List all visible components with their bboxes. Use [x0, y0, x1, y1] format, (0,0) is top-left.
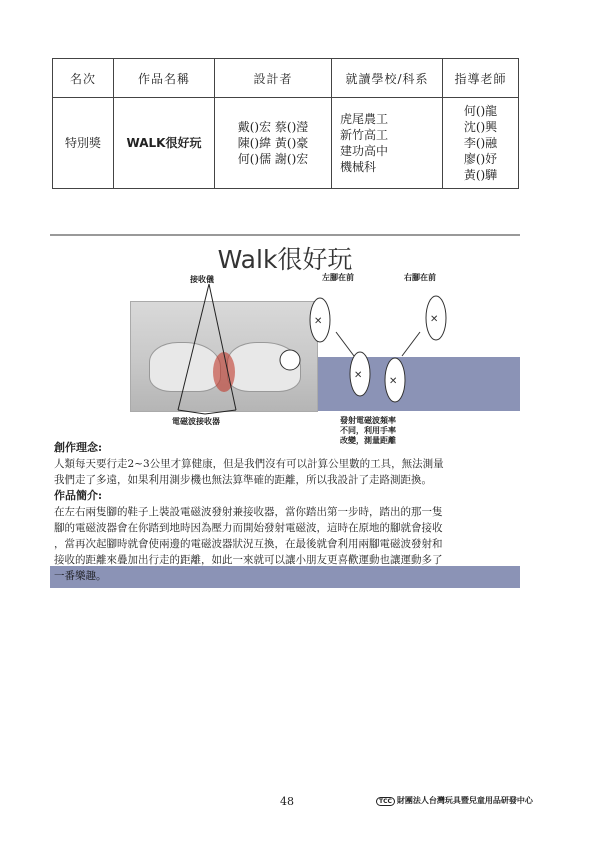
label-receiver: 接收儀 — [190, 275, 214, 284]
advisor-line: 黃()驊 — [463, 168, 498, 182]
label-emit-line: 改變，測量距離 — [340, 436, 396, 445]
label-emit-line: 不同，利用手率 — [340, 426, 396, 435]
school-line: 機械科 — [340, 160, 377, 174]
pointer-line — [178, 410, 205, 414]
footprint-right-icon — [426, 296, 446, 340]
svg-text:✕: ✕ — [314, 316, 323, 327]
designer-line: 陳()緯 黃()豪 — [237, 136, 309, 150]
footprint-left-icon — [310, 298, 330, 342]
awards-table — [52, 58, 519, 189]
label-right-front: 右腳在前 — [404, 273, 436, 282]
concept-line: 人類每天要行走2~3公里才算健康，但是我們沒有可以計算公里數的工具，無法測量 — [54, 458, 444, 470]
tcc-logo: TCC — [376, 797, 395, 806]
intro-line: 接收的距離來疊加出行走的距離，如此一來就可以讓小朋友更喜歡運動也讓運動多了 — [54, 554, 443, 566]
school-line: 虎尾農工 — [340, 112, 389, 126]
ring-icon — [280, 350, 300, 370]
arrow-line — [402, 332, 420, 356]
advisor-line: 李()融 — [463, 136, 498, 150]
school-line: 建功高中 — [340, 144, 389, 158]
footer-org — [376, 795, 533, 806]
cell-designers — [215, 98, 332, 189]
label-em-receiver: 電磁波接收器 — [172, 417, 220, 426]
intro-heading: 作品簡介: — [54, 489, 103, 502]
table-header-row — [53, 59, 519, 98]
org-name: 財團法人台灣玩具暨兒童用品研發中心 — [396, 796, 533, 805]
arrow-line — [336, 332, 354, 356]
advisor-line: 沈()興 — [463, 120, 498, 134]
concept-line: 我們走了多遠，如果利用測步機也無法算準確的距離，所以我設計了走路測距換。 — [54, 474, 432, 486]
pointer-line — [178, 284, 209, 410]
intro-line: 一番樂趣。 — [54, 570, 107, 582]
cell-school — [332, 98, 443, 189]
header-advisors: 指導老師 — [443, 59, 519, 98]
svg-text:✕: ✕ — [430, 314, 439, 325]
footprint-left-icon — [350, 352, 370, 396]
footprint-right-icon — [385, 358, 405, 402]
panel-title: Walk很好玩 — [217, 245, 353, 274]
intro-line: 腳的電磁波器會在你踏到地時因為壓力而開始發射電磁波，這時在原地的腳就會接收 — [54, 522, 443, 534]
project-panel — [50, 234, 520, 588]
pointer-line — [205, 410, 236, 414]
pointer-line — [209, 284, 236, 410]
header-title: 作品名稱 — [114, 59, 215, 98]
designer-line: 何()儒 謝()宏 — [237, 152, 309, 166]
cell-title: WALK很好玩 — [114, 98, 215, 189]
concept-section — [54, 440, 516, 488]
cell-advisors — [443, 98, 519, 189]
svg-text:✕: ✕ — [389, 376, 398, 387]
concept-heading: 創作理念: — [54, 441, 103, 454]
label-emit-line: 發射電磁波頻率 — [340, 416, 396, 425]
intro-line: 在左右兩隻腳的鞋子上裝設電磁波發射兼接收器，當你踏出第一步時，踏出的那一隻 — [54, 506, 443, 518]
advisor-line: 廖()妤 — [463, 152, 498, 166]
page-number: 48 — [280, 795, 294, 808]
advisor-line: 何()龍 — [463, 104, 498, 118]
header-designers: 設計者 — [215, 59, 332, 98]
intro-line: ，當再次起腳時就會使兩邊的電磁波器狀況互換，在最後就會利用兩腳電磁波發射和 — [54, 538, 443, 550]
header-school: 就讀學校/科系 — [332, 59, 443, 98]
header-rank: 名次 — [53, 59, 114, 98]
school-line: 新竹高工 — [340, 128, 389, 142]
designer-line: 戴()宏 蔡()瀅 — [237, 120, 309, 134]
svg-text:✕: ✕ — [354, 370, 363, 381]
table-row — [53, 98, 519, 189]
label-left-front: 左腳在前 — [322, 273, 354, 282]
cell-rank: 特別獎 — [53, 98, 114, 189]
intro-section — [54, 488, 516, 584]
